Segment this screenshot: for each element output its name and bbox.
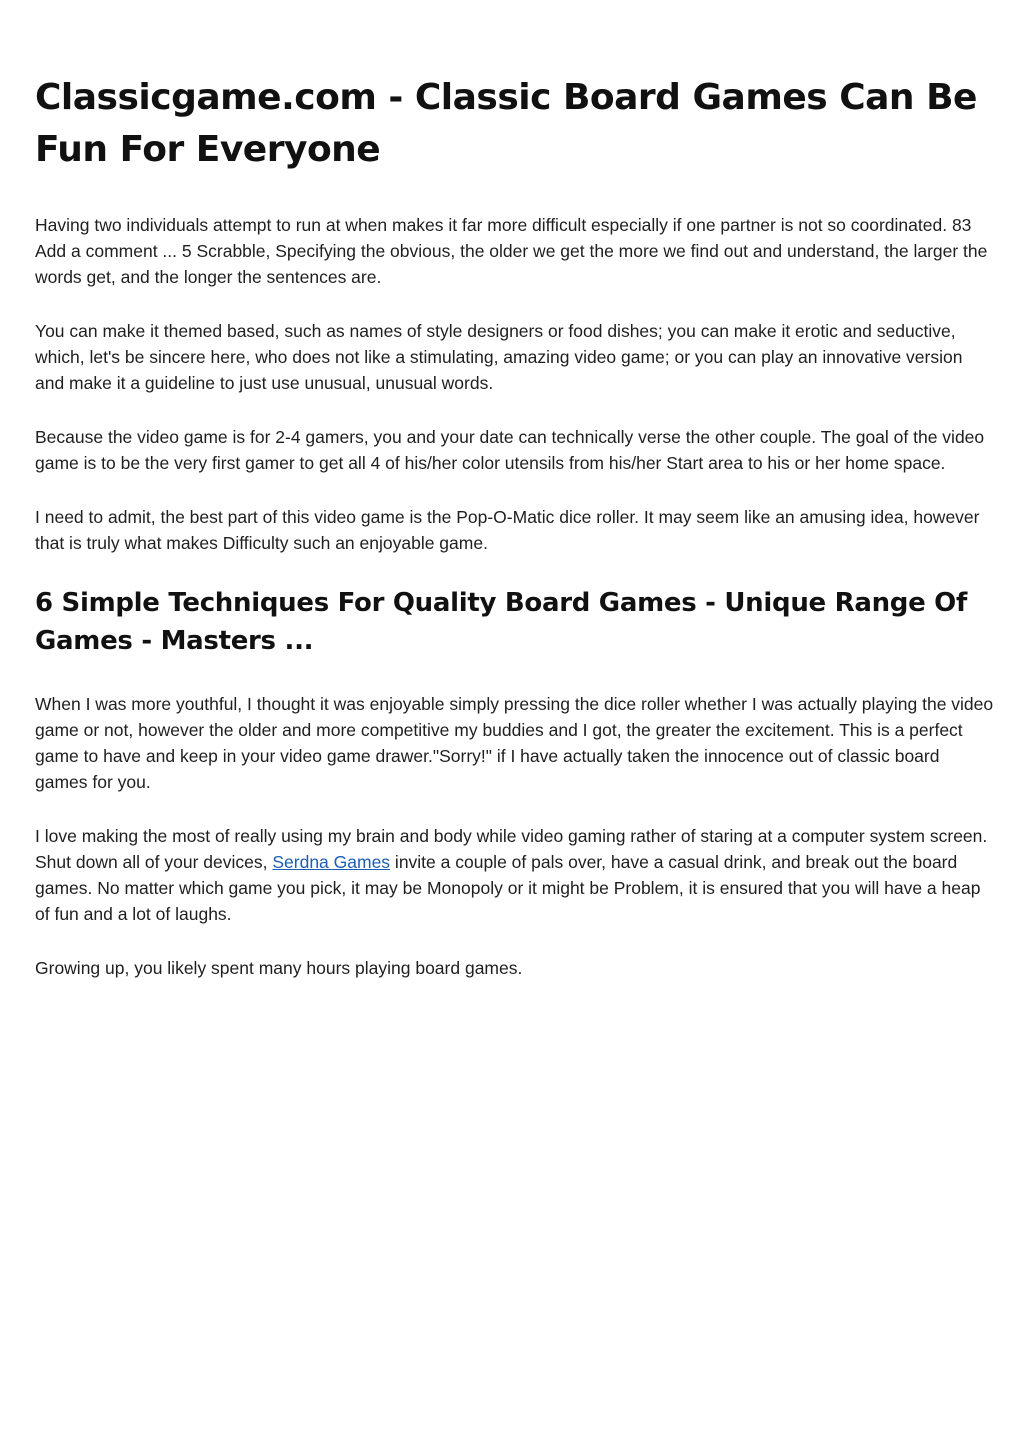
paragraph-3: Because the video game is for 2-4 gamers, you and your date can technically verse the other couple. The goal of the video game is to be the very first gamer to get all 4 of his/her color utensils from his/her Start area to his or her home space. bbox=[35, 427, 985, 473]
paragraph-6 bbox=[35, 823, 995, 927]
paragraph-1: Having two individuals attempt to run at when makes it far more difficult especially if one partner is not so coordinated. 83 Add a comment ... 5 Scrabble, Specifying the obvious, the older we get the more we find out and understand, the larger the words get, and the longer the sentences are. bbox=[35, 215, 988, 287]
section-heading: 6 Simple Techniques For Quality Board Games - Unique Range Of Games - Masters ... bbox=[35, 588, 967, 656]
paragraph-4: I need to admit, the best part of this video game is the Pop-O-Matic dice roller. It may seem like an amusing idea, however that is truly what makes Difficulty such an enjoyable game. bbox=[35, 507, 980, 553]
paragraph-6-before: I love making the most of really using my brain and body while video gaming rather of staring at a computer system screen. Shut down all of your devices, bbox=[35, 826, 988, 872]
section-heading-wrap bbox=[35, 584, 995, 660]
article-page bbox=[35, 0, 995, 981]
paragraph-6-after: invite a couple of pals over, have a casual drink, and break out the board games. No matter which game you pick, it may be Monopoly or it might be Problem, it is ensured that you will have a heap of fun and a lot of laughs. bbox=[35, 852, 981, 924]
paragraph-5: When I was more youthful, I thought it was enjoyable simply pressing the dice roller whether I was actually playing the video game or not, however the older and more competitive my buddies and I got, the greater the excitement. This is a perfect game to have and keep in your video game drawer."Sorry!" if I have actually taken the innocence out of classic board games for you. bbox=[35, 694, 994, 792]
paragraph-7: Growing up, you likely spent many hours playing board games. bbox=[35, 958, 523, 978]
page-title: Classicgame.com - Classic Board Games Can Be Fun For Everyone bbox=[35, 77, 977, 170]
serdna-games-link[interactable]: Serdna Games bbox=[272, 852, 391, 872]
paragraph-2: You can make it themed based, such as names of style designers or food dishes; you can make it erotic and seductive, which, let's be sincere here, who does not like a stimulating, amazing video game; or you can play an innovative version and make it a guideline to just use unusual, unusual words. bbox=[35, 321, 963, 393]
